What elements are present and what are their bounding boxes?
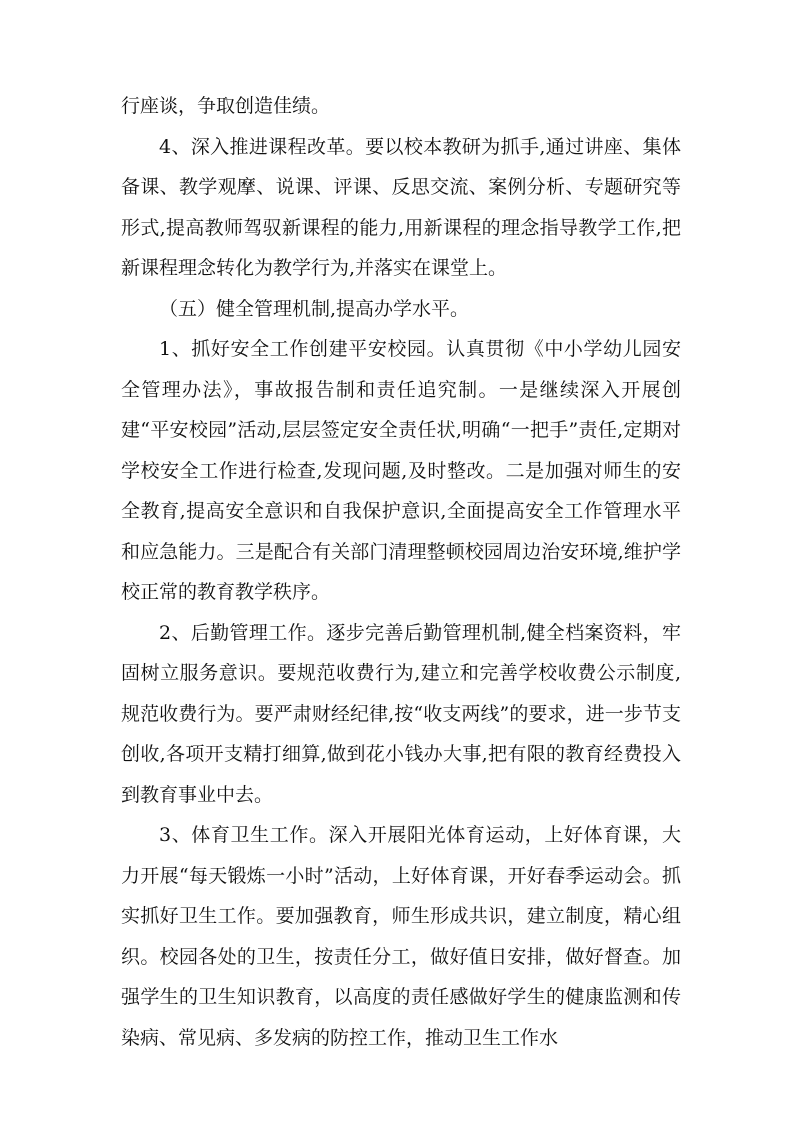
paragraph-sports-health: 3、体育卫生工作。深入开展阳光体育运动，上好体育课，大力开展“每天锻炼一小时”活动，上好体育课，开好春季运动会。抓实抓好卫生工作。要加强教育，师生形成共识，建立制度，精心组织。校园各处的卫生，按责任分工，做好值日安排，做好督查。加强学生的卫生知识教育，以高度的责任感做好学生的健康监测和传染病、常见病、多发病的防控工作，推动卫生工作水 [121,824,681,1049]
paragraph-continuation: 行座谈，争取创造佳绩。 [121,95,331,117]
paragraph-logistics: 2、后勤管理工作。逐步完善后勤管理机制,健全档案资料，牢固树立服务意识。要规范收费行为,建立和完善学校收费公示制度,规范收费行为。要严肃财经纪律,按“收支两线”的要求，进一步节支创收,各项开支精打细算,做到花小钱办大事,把有限的教育经费投入到教育事业中去。 [121,621,681,806]
document-body [121,86,681,1058]
section-heading-management: （五）健全管理机制,提高办学水平。 [159,297,470,320]
paragraph-safety-work: 1、抓好安全工作创建平安校园。认真贯彻《中小学幼儿园安全管理办法》，事故报告制和责任追究制。一是继续深入开展创建“平安校园”活动,层层签定安全责任状,明确“一把手”责任,定期对学校安全工作进行检查,发现问题,及时整改。二是加强对师生的安全教育,提高安全意识和自我保护意识,全面提高安全工作管理水平和应急能力。三是配合有关部门清理整顿校园周边治安环境,维护学校正常的教育教学秩序。 [121,338,681,603]
paragraph-curriculum-reform: 4、深入推进课程改革。要以校本教研为抓手,通过讲座、集体备课、教学观摩、说课、评课、反思交流、案例分析、专题研究等形式,提高教师驾驭新课程的能力,用新课程的理念指导教学工作,把新课程理念转化为教学行为,并落实在课堂上。 [121,135,681,279]
